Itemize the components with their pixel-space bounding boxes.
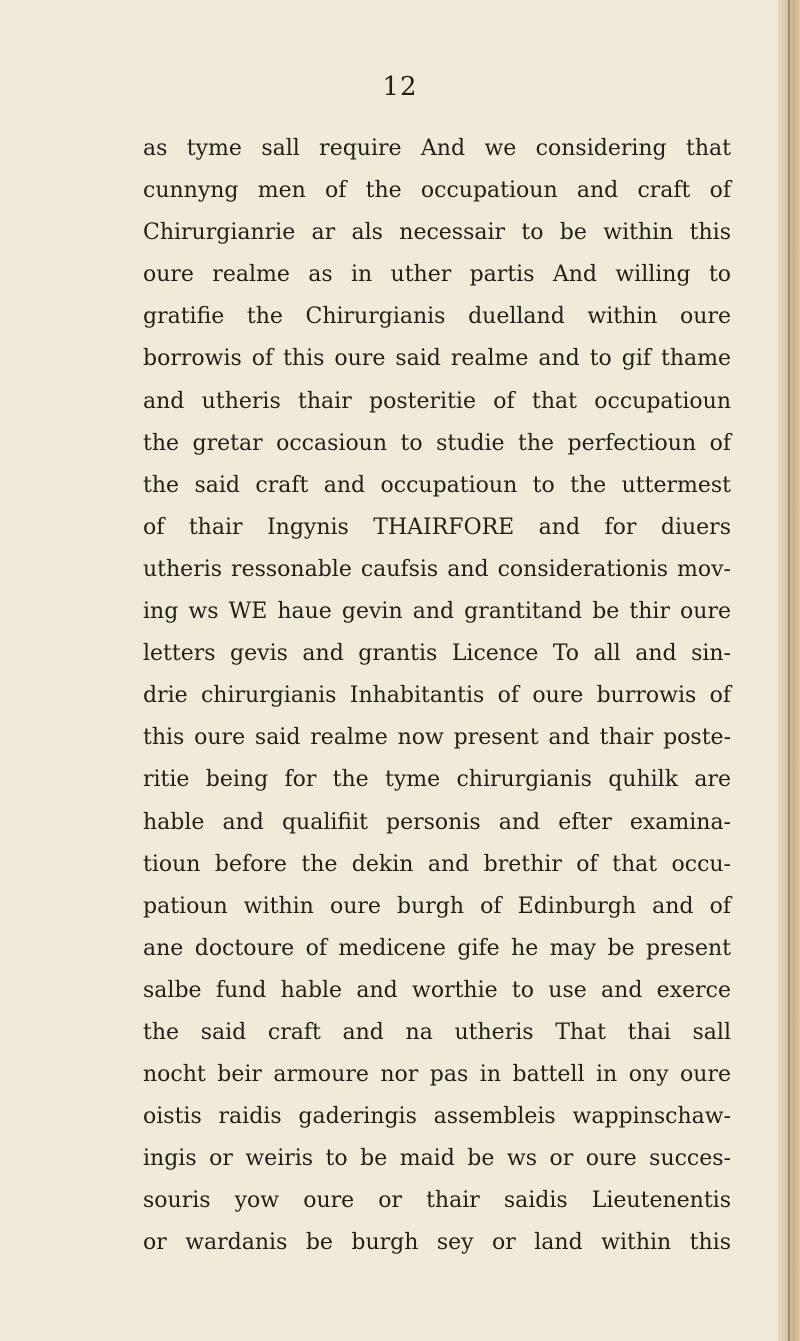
text-line: nocht beir armoure nor pas in battell in ony oure (143, 1062, 731, 1088)
text-line: Chirurgianrie ar als necessair to be within this (143, 220, 731, 246)
text-line: letters gevis and grantis Licence To all and sin- (143, 641, 731, 667)
text-line: ritie being for the tyme chirurgianis quhilk are (143, 767, 731, 793)
text-line: tioun before the dekin and brethir of that occu- (143, 851, 731, 877)
text-line: oistis raidis gaderingis assembleis wappinschaw- (143, 1104, 731, 1130)
page-edge-line (788, 0, 790, 1341)
text-line: the said craft and occupatioun to the uttermest (143, 472, 731, 498)
text-line: the said craft and na utheris That thai sall (143, 1019, 731, 1045)
page-number: 12 (382, 72, 418, 102)
text-line: oure realme as in uther partis And willing to (143, 262, 731, 288)
text-line: salbe fund hable and worthie to use and exerce (143, 977, 731, 1003)
text-line: cunnyng men of the occupatioun and craft of (143, 178, 731, 204)
text-line: this oure said realme now present and thair poste- (143, 725, 731, 751)
body-text (143, 128, 731, 1265)
text-line: and utheris thair posteritie of that occupatioun (143, 388, 731, 414)
text-line: ing ws WE haue gevin and grantitand be thir oure (143, 599, 731, 625)
text-line: patioun within oure burgh of Edinburgh and of (143, 893, 731, 919)
text-line: ingis or weiris to be maid be ws or oure succes- (143, 1146, 731, 1172)
text-line: souris yow oure or thair saidis Lieutenentis (143, 1188, 731, 1214)
text-line: utheris ressonable caufsis and considerationis mov- (143, 556, 731, 582)
text-line: hable and qualifiit personis and efter examina- (143, 809, 731, 835)
text-line: of thair Ingynis THAIRFORE and for diuers (143, 514, 731, 540)
text-line: ane doctoure of medicene gife he may be present (143, 935, 731, 961)
text-line: borrowis of this oure said realme and to gif thame (143, 346, 731, 372)
text-line: the gretar occasioun to studie the perfectioun of (143, 430, 731, 456)
text-line: gratifie the Chirurgianis duelland within oure (143, 304, 731, 330)
text-line: or wardanis be burgh sey or land within this (143, 1230, 731, 1256)
text-line: drie chirurgianis Inhabitantis of oure burrowis of (143, 683, 731, 709)
text-line: as tyme sall require And we considering that (143, 136, 731, 161)
